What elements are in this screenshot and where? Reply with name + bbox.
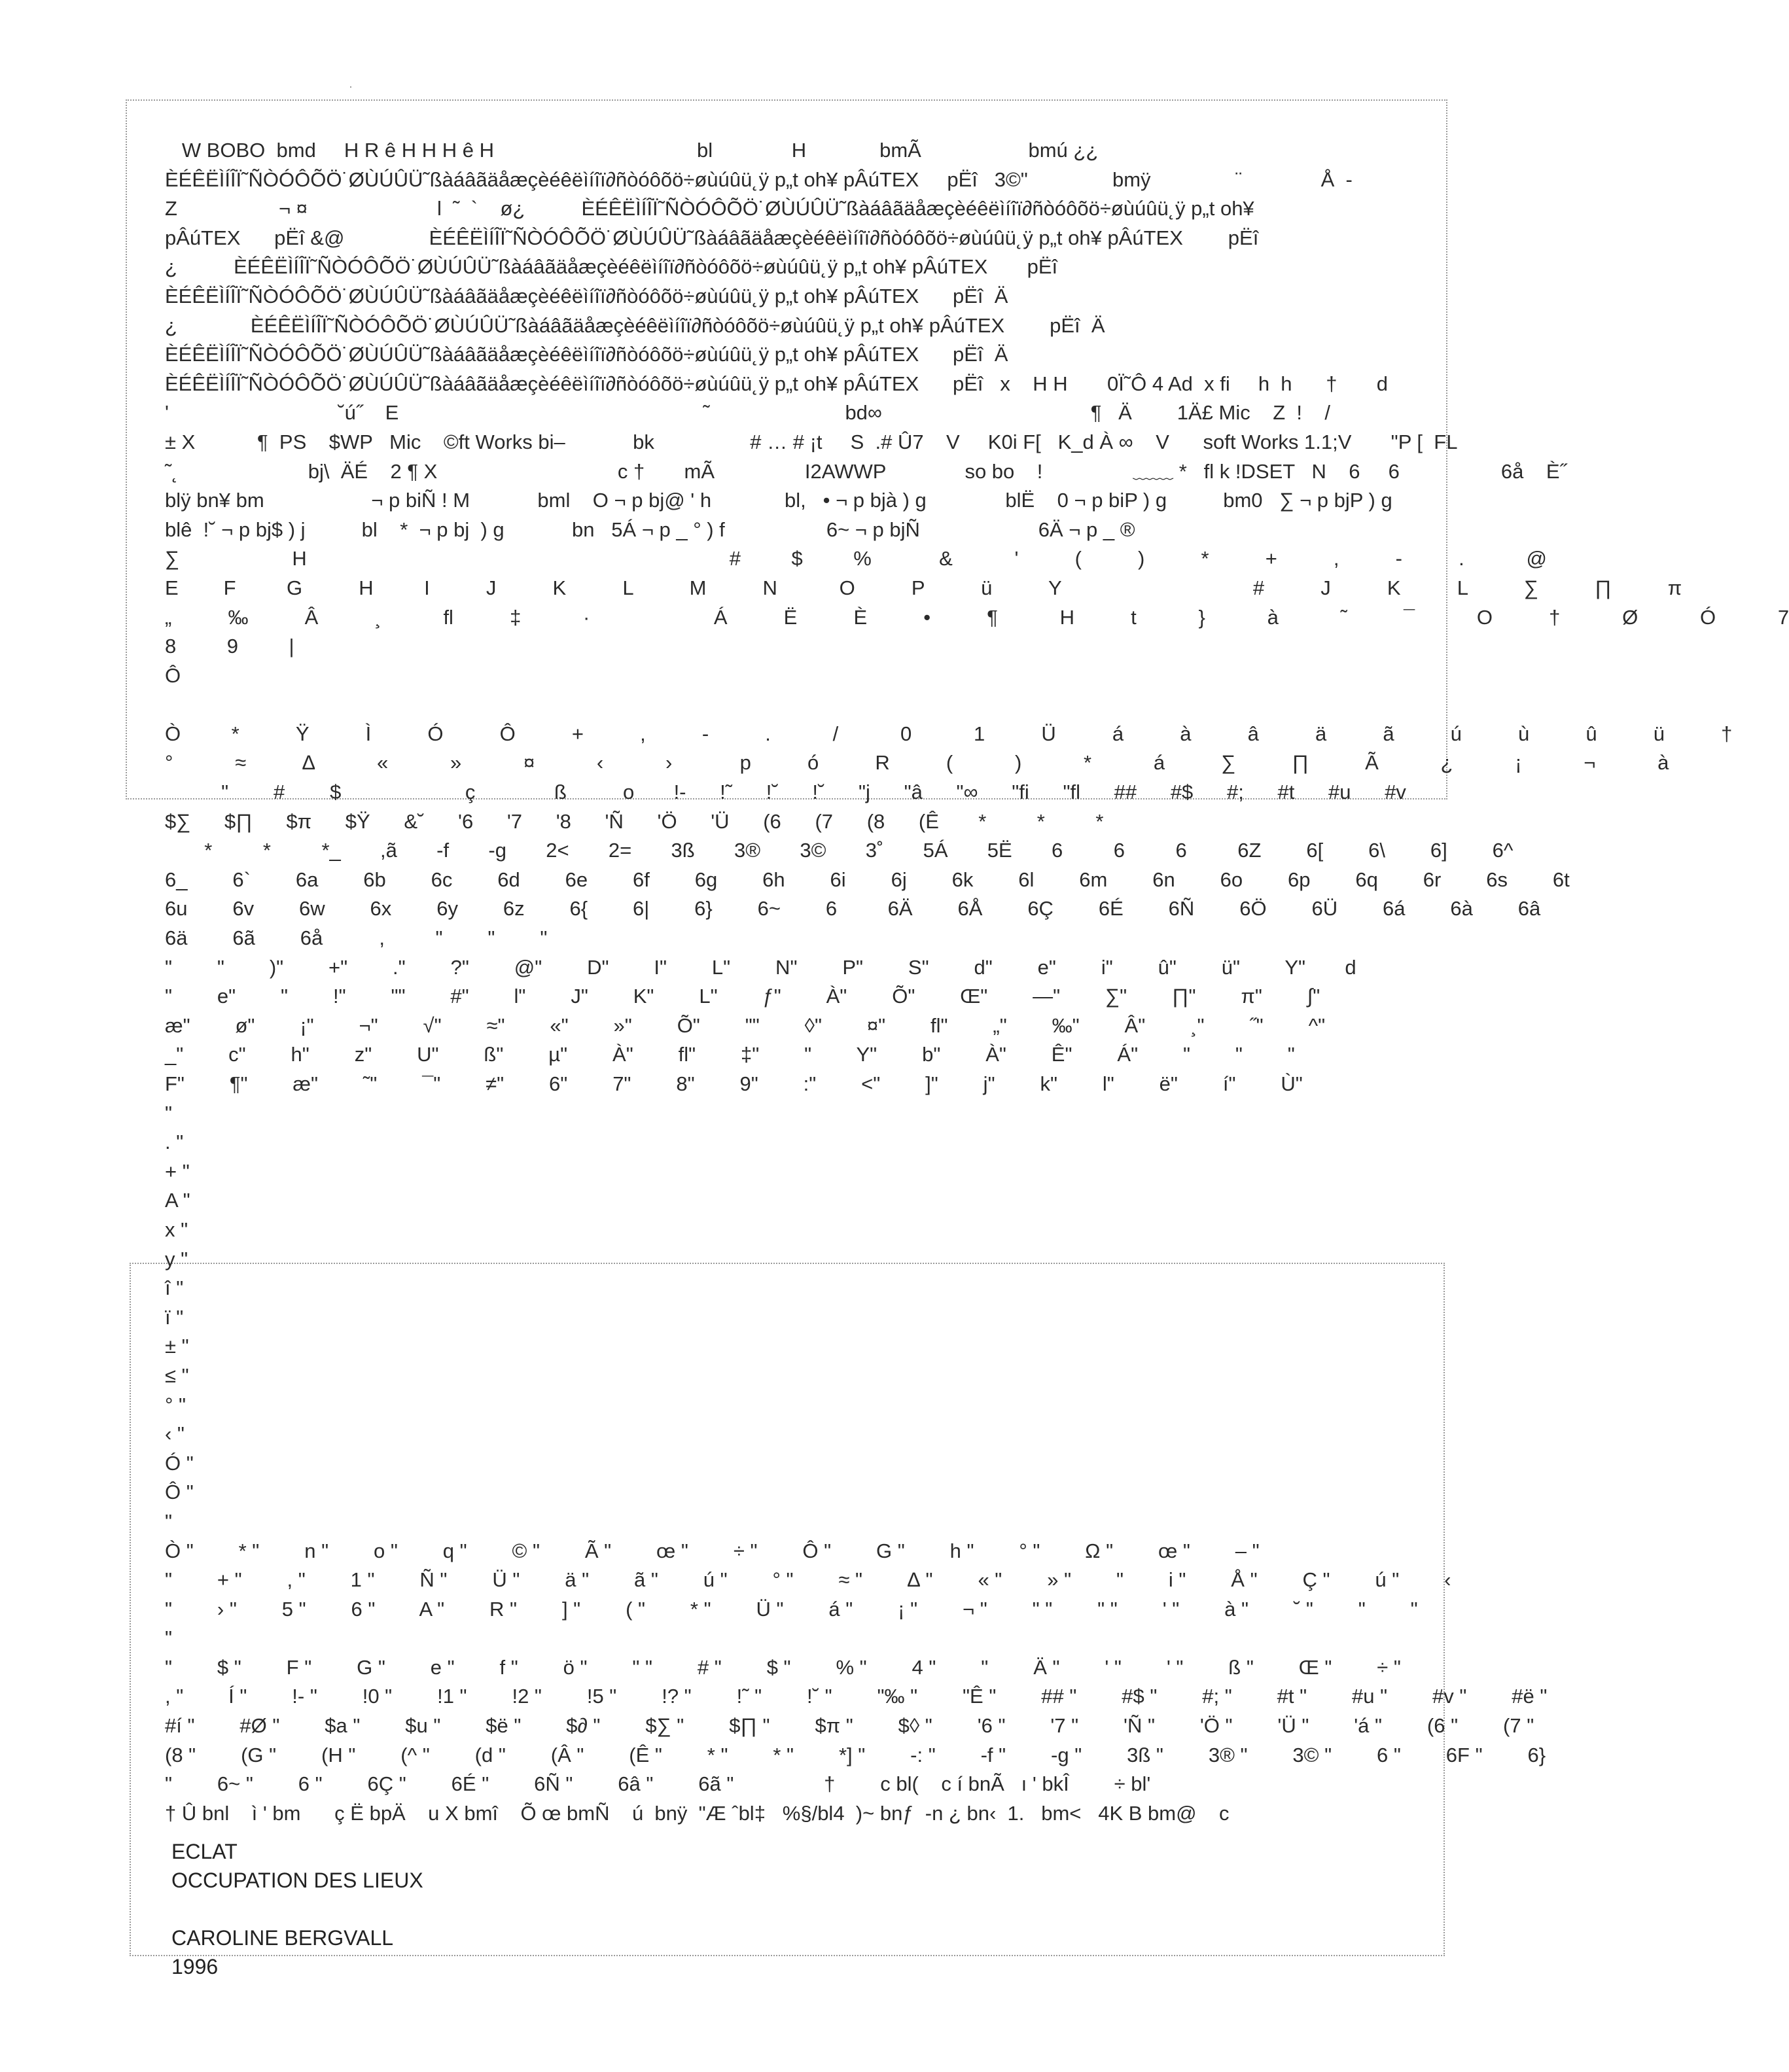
garbled-line: , " Í " !- " !0 " !1 " !2 " !5 " !? " !˜ " !˘ " "‰ " "Ê " ## " #$ " #; " #t " #u " #v " #ë " (165, 1685, 1548, 1708)
garbled-line: ± " (165, 1335, 189, 1358)
garbled-line: ¿ ÈÉÊËÌÍÎÏ˜ÑÒÓÔÕÖ˙ØÙÚÛÜ˜ßàáâãäåæçèéêëìíîï∂ñòóôõö÷øùúûü˛ÿ p„t oh¥ pÂúTEX pËî Ä (165, 313, 1105, 337)
year: 1996 (171, 1955, 219, 1978)
author-name: CAROLINE BERGVALL (171, 1926, 394, 1950)
garbled-line (165, 690, 1447, 720)
garbled-line: ∑ H # $ % & ' ( ) * + , - . @ (165, 547, 1547, 571)
garbled-line: ˜˛ bj\ ÄÉ 2 ¶ X c † mÃ I2AWWP so bo ! ﹏﹏ * fl k !DSET N 6 6 6å È˝ (165, 459, 1567, 483)
garbled-line: ° ≈ ∆ « » ¤ ‹ › p ó R ( ) * á ∑ ∏ Ã ¿ ¡ ¬ à (165, 751, 1669, 775)
garbled-line: î " (165, 1276, 184, 1300)
garbled-line: (8 " (G " (H " (^ " (d " (Â " (Ê " * " * " *] " -: " -f " -g " 3ß " 3® " 3© " 6 " 6F " 6} (165, 1743, 1546, 1766)
garbled-line: Ò " * " n " o " q " © " Ã " œ " ÷ " Ô " G " h " ° " Ω " œ " – " (165, 1539, 1260, 1562)
garbled-line: y " (165, 1247, 188, 1271)
garbled-line: . " (165, 1131, 184, 1154)
garbled-line: x " (165, 1218, 188, 1241)
garbled-line: Z ¬ ¤ l ˜ ` ø¿ ÈÉÊËÌÍÎÏ˜ÑÒÓÔÕÖ˙ØÙÚÛÜ˜ßàáâãäåæçèéêëìíîï∂ñòóôõö÷øùúûü˛ÿ p„t oh¥ (165, 197, 1254, 220)
subtitle-occupation: OCCUPATION DES LIEUX (171, 1869, 423, 1892)
garbled-line: ÈÉÊËÌÍÎÏ˜ÑÒÓÔÕÖ˙ØÙÚÛÜ˜ßàáâãäåæçèéêëìíîï∂ñòóôõö÷øùúûü˛ÿ p„t oh¥ pÂúTEX pËî 3©" bmÿ ¨ Å - (165, 167, 1353, 191)
garbled-line: ï " (165, 1305, 184, 1329)
garbled-line: Ò * Ÿ Ì Ó Ô + , - . / 0 1 Ü á à â ä ã ú ù û ü † (165, 722, 1733, 745)
garbled-line: W BOBO bmd H R ê H H H ê H bl H bmÃ bmú ¿¿ (165, 139, 1099, 162)
garbled-line: blê !˘ ¬ p bj$ ) j bl * ¬ p bj ) g bn 5Á ¬ p _ ° ) f 6~ ¬ p bjÑ 6Ä ¬ p _ ® (165, 518, 1135, 541)
garbled-line: blÿ bn¥ bm ¬ p biÑ ! M bml O ¬ p bj@ ' h bl, • ¬ p bjà ) g blË 0 ¬ p biP ) g bm0 ∑ ¬ p bjP ) g (165, 489, 1392, 512)
garbled-line: ‹ " (165, 1422, 185, 1446)
garbled-line: " 6~ " 6 " 6Ç " 6É " 6Ñ " 6â " 6ã " † c bl( c í bnÃ ı ' bkÎ ÷ bl' (165, 1772, 1151, 1796)
garbled-line: † Û bnl ì ' bm ç Ë bpÄ u X bmî Õ œ bmÑ ú bnÿ "Æ ˆbl‡ %§/bl4 )~ bnƒ -n ¿ bn‹ 1. bm< 4K B bm@ c (165, 1801, 1230, 1825)
garbled-line: " " )" +" ." ?" @" D" I" L" N" P" S" d" e" i" û" ü" Y" d (165, 955, 1356, 979)
garbled-line: $∑ $∏ $π $Ÿ &˘ '6 '7 '8 'Ñ 'Ö 'Ü (6 (7 (8 (Ê * * * (165, 809, 1104, 833)
garbled-line: ≤ " (165, 1363, 189, 1387)
stray-mark (350, 86, 351, 88)
garbled-line: ° " (165, 1393, 186, 1416)
garbled-line: ÈÉÊËÌÍÎÏ˜ÑÒÓÔÕÖ˙ØÙÚÛÜ˜ßàáâãäåæçèéêëìíîï∂ñòóôõö÷øùúûü˛ÿ p„t oh¥ pÂúTEX pËî Ä (165, 284, 1008, 307)
colophon (171, 1837, 423, 1981)
garbled-line: Ó " (165, 1451, 194, 1475)
garbled-line: 8 9 | (165, 635, 294, 658)
garbled-line: E F G H I J K L M N O P ü Y # J K L ∑ ∏ π (165, 576, 1682, 599)
garbled-line: „ ‰ Â ¸ fl ‡ · Á Ë È • ¶ H t } à ˜ ¯ O † Ø Ó 7 (165, 605, 1789, 629)
garbled-line: _" c" h" z" U" ß" µ" À" fl" ‡" " Y" b" À" Ê" Á" " " " (165, 1043, 1295, 1066)
garbled-line: ÈÉÊËÌÍÎÏ˜ÑÒÓÔÕÖ˙ØÙÚÛÜ˜ßàáâãäåæçèéêëìíîï∂ñòóôõö÷øùúûü˛ÿ p„t oh¥ pÂúTEX pËî x H H 0Ï˜Ô 4 Ad x fi h h † d (165, 372, 1388, 395)
garbled-line: " e" " !" "" #" l" J" K" L" ƒ" À" Õ" Œ" —" ∑" ∏" π" ∫" (165, 985, 1320, 1008)
garbled-line: pÂúTEX pËî &@ ÈÉÊËÌÍÎÏ˜ÑÒÓÔÕÖ˙ØÙÚÛÜ˜ßàáâãäåæçèéêëìíîï∂ñòóôõö÷øùúûü˛ÿ p„t oh¥ pÂúTEX pËî (165, 226, 1259, 249)
garbled-character-field (165, 136, 1789, 1828)
garbled-line: æ" ø" ¡" ¬" √" ≈" «" »" Õ" "" ◊" ¤" fl" „" ‰" Â" ¸" ˝" ^" (165, 1013, 1326, 1037)
garbled-line: ' ˘ú˝ E ˜ bd∞ ¶ Ä 1Ä£ Mic Z ! / (165, 401, 1331, 425)
garbled-line: ± X ¶ PS $WP Mic ©ft Works bi– bk # … # ¡t S .# Û7 V K0i F[ K_d À ∞ V soft Works 1.1;V "P [ FL (165, 430, 1458, 453)
garbled-line: " (165, 1509, 173, 1533)
garbled-line: #í " #Ø " $a " $u " $ë " $∂ " $∑ " $∏ " $π " $◊ " '6 " '7 " 'Ñ " 'Ö " 'Ü " 'á " (6 " (7 " (165, 1714, 1534, 1738)
garbled-line: F" ¶" æ" ˜" ¯" ≠" 6" 7" 8" 9" :" <" ]" j" k" l" ë" í" Ù" (165, 1072, 1303, 1095)
garbled-line: Ô (165, 663, 181, 687)
garbled-line: Ô " (165, 1481, 194, 1504)
garbled-line: A " (165, 1189, 190, 1212)
garbled-line: 6_ 6` 6a 6b 6c 6d 6e 6f 6g 6h 6i 6j 6k 6l 6m 6n 6o 6p 6q 6r 6s 6t (165, 868, 1570, 891)
garbled-line: " $ " F " G " e " f " ö " " " # " $ " % " 4 " " Ä " ' " ' " ß " Œ " ÷ " (165, 1655, 1401, 1679)
garbled-line: " (165, 1101, 173, 1125)
garbled-line: " › " 5 " 6 " A " R " ] " ( " * " Ü " á " ¡ " ¬ " " " " " ' " à " ˘ " " " (165, 1597, 1418, 1621)
garbled-line: " # $ ç ß o !- !˜ !˘ !˘ "j "â "∞ "fi "fl ## #$ #; #t #u #v (165, 781, 1406, 804)
title-eclat: ECLAT (171, 1840, 238, 1863)
garbled-line: 6ä 6ã 6å , " " " (165, 926, 548, 950)
garbled-line: ¿ ÈÉÊËÌÍÎÏ˜ÑÒÓÔÕÖ˙ØÙÚÛÜ˜ßàáâãäåæçèéêëìíîï∂ñòóôõö÷øùúûü˛ÿ p„t oh¥ pÂúTEX pËî (165, 255, 1058, 279)
garbled-line: 6u 6v 6w 6x 6y 6z 6{ 6| 6} 6~ 6 6Ä 6Å 6Ç 6É 6Ñ 6Ö 6Ü 6á 6à 6â (165, 897, 1541, 921)
garbled-line: + " (165, 1159, 190, 1183)
garbled-line: ÈÉÊËÌÍÎÏ˜ÑÒÓÔÕÖ˙ØÙÚÛÜ˜ßàáâãäåæçèéêëìíîï∂ñòóôõö÷øùúûü˛ÿ p„t oh¥ pÂúTEX pËî Ä (165, 343, 1008, 366)
garbled-line: " + " , " 1 " Ñ " Ü " ä " ã " ú " ° " ≈ " ∆ " « " » " " i " Å " Ç " ú " ‹ (165, 1568, 1451, 1592)
garbled-line: * * *_ ,ã -f -g 2< 2= 3ß 3® 3© 3˚ 5Á 5Ë 6 6 6 6Z 6[ 6\ 6] 6^ (165, 839, 1514, 862)
garbled-line: " (165, 1626, 173, 1650)
